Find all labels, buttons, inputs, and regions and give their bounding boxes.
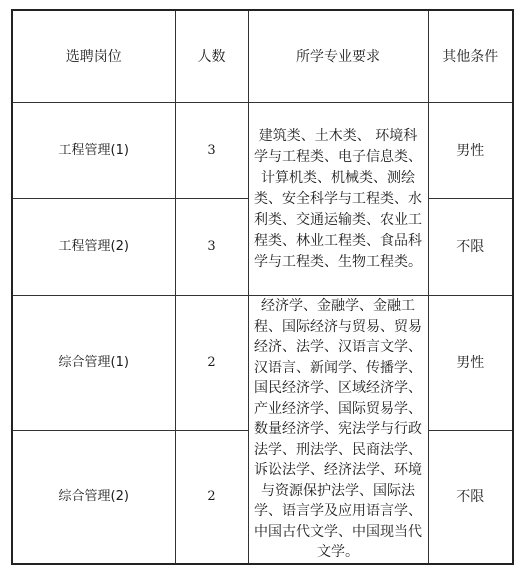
header-other: 其他条件	[428, 10, 513, 103]
count-cell: 2	[175, 431, 248, 564]
other-cell: 不限	[428, 199, 513, 296]
count-cell: 3	[175, 103, 248, 199]
table-row	[12, 296, 513, 431]
header-row	[12, 10, 513, 103]
header-major: 所学专业要求	[248, 10, 428, 103]
other-cell: 不限	[428, 431, 513, 564]
position-cell: 工程管理(2)	[12, 199, 175, 296]
count-cell: 3	[175, 199, 248, 296]
count-cell: 2	[175, 296, 248, 431]
other-cell: 男性	[428, 296, 513, 431]
other-cell: 男性	[428, 103, 513, 199]
position-cell: 工程管理(1)	[12, 103, 175, 199]
table-row	[12, 103, 513, 199]
position-cell: 综合管理(2)	[12, 431, 175, 564]
header-count: 人数	[175, 10, 248, 103]
position-cell: 综合管理(1)	[12, 296, 175, 431]
major-cell-engineering: 建筑类、土木类、 环境科学与工程类、电子信息类、计算机类、机械类、测绘类、安全科学与工程类、水利类、交通运输类、农业工程类、林业工程类、食品科学与工程类、生物工程类。	[248, 103, 428, 296]
major-cell-general: 经济学、金融学、金融工程、国际经济与贸易、贸易经济、法学、汉语言文学、汉语言、新闻学、传播学、国民经济学、区域经济学、产业经济学、国际贸易学、数量经济学、宪法学与行政法学、刑法学、民商法学、诉讼法学、经济法学、环境与资源保护法学、国际法学、语言学及应用语言学、中国古代文学、中国现当代文学。	[248, 296, 428, 564]
header-position: 选聘岗位	[12, 10, 175, 103]
recruitment-table	[11, 9, 514, 565]
